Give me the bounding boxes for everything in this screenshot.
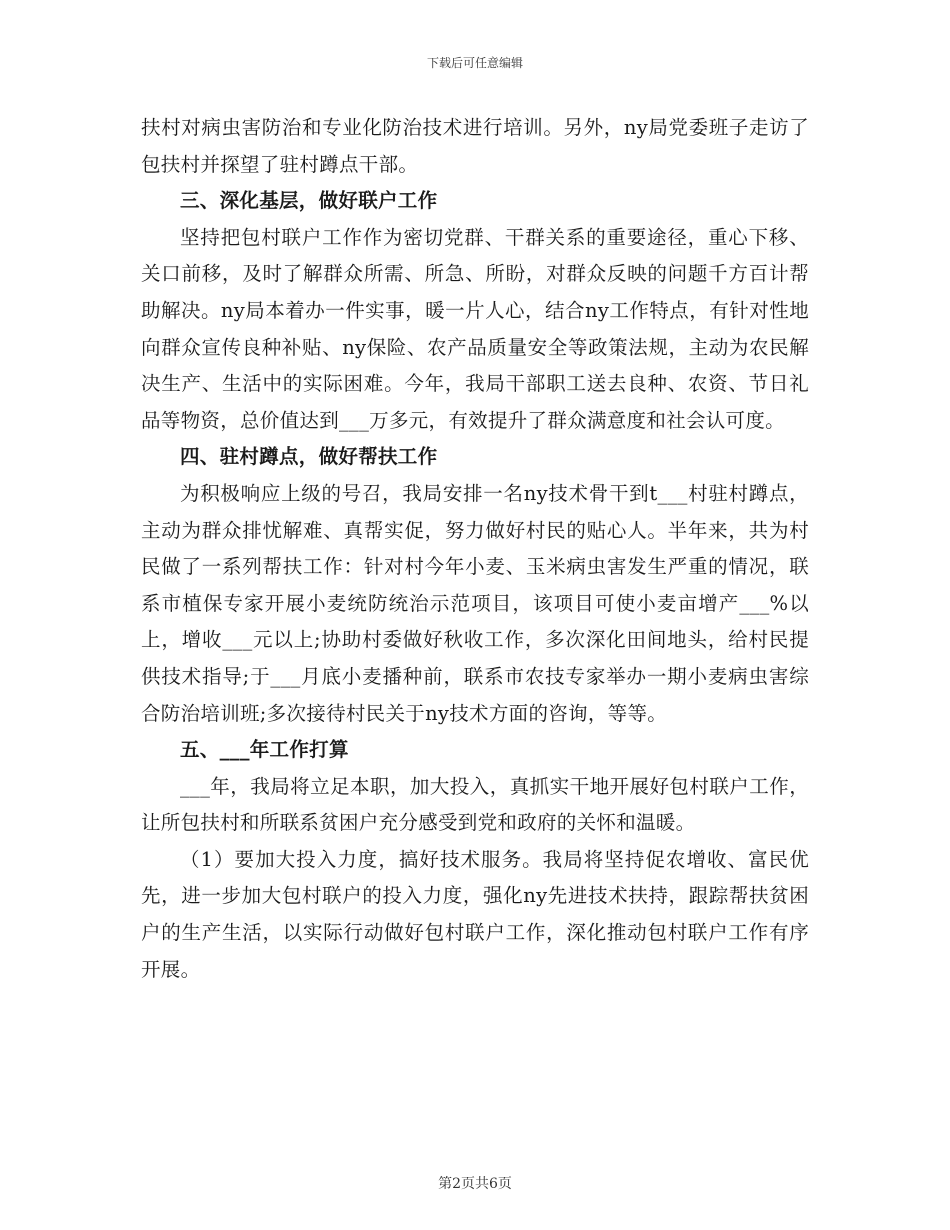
paragraph-section-3: 坚持把包村联户工作作为密切党群、干群关系的重要途径，重心下移、关口前移，及时了解群众所需、所急、所盼，对群众反映的问题千方百计帮助解决。ny局本着办一件实事，暖一片人心，结合ny工作特点，有针对性地向群众宣传良种补贴、ny保险、农产品质量安全等政策法规，主动为农民解决生产、生活中的实际困难。今年，我局干部职工送去良种、农资、节日礼品等物资，总价值达到___万多元，有效提升了群众满意度和社会认可度。 — [141, 225, 809, 432]
document-body — [141, 110, 809, 988]
section-heading-4: 四、驻村蹲点，做好帮扶工作 — [180, 445, 438, 469]
section-heading-5: 五、___年工作打算 — [180, 738, 349, 762]
page-number: 第2页共6页 — [438, 1176, 512, 1192]
paragraph-section-4: 为积极响应上级的号召，我局安排一名ny技术骨干到t___村驻村蹲点，主动为群众排忧解难、真帮实促，努力做好村民的贴心人。半年来，共为村民做了一系列帮扶工作：针对村今年小麦、玉米病虫害发生严重的情况，联系市植保专家开展小麦统防统治示范项目，该项目可使小麦亩增产___%以上，增收___元以上;协助村委做好秋收工作，多次深化田间地头，给村民提供技术指导;于___月底小麦播种前，联系市农技专家举办一期小麦病虫害综合防治培训班;多次接待村民关于ny技术方面的咨询，等等。 — [141, 481, 809, 725]
page-header: 下载后可任意编辑 — [426, 56, 523, 70]
section-heading-3: 三、深化基层，做好联户工作 — [180, 189, 438, 213]
paragraph-section-5-item-1: （1）要加大投入力度，搞好技术服务。我局将坚持促农增收、富民优先，进一步加大包村联户的投入力度，强化ny先进技术扶持，跟踪帮扶贫困户的生产生活，以实际行动做好包村联户工作，深化推动包村联户工作有序开展。 — [141, 847, 809, 981]
paragraph-section-5-intro: ___年，我局将立足本职，加大投入，真抓实干地开展好包村联户工作，让所包扶村和所联系贫困户充分感受到党和政府的关怀和温暖。 — [141, 774, 809, 835]
paragraph-continuation: 扶村对病虫害防治和专业化防治技术进行培训。另外，ny局党委班子走访了包扶村并探望了驻村蹲点干部。 — [141, 116, 809, 176]
